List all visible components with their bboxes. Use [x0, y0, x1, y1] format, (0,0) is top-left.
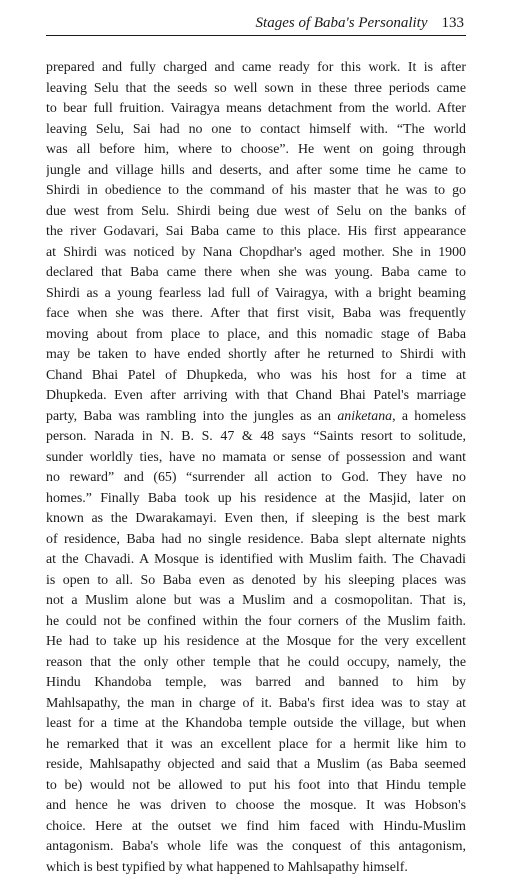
page-number: 133 [442, 14, 465, 32]
text-line: face when she was there. After that first visit, Baba was frequently [46, 304, 466, 325]
text-line: antagonism. Baba's whole life was the conquest of this antagonism, [46, 837, 466, 858]
text-line: not a Muslim alone but was a Muslim and a cosmopolitan. That is, [46, 591, 466, 612]
text-line: the river Godavari, Sai Baba came to this place. His first appearance [46, 222, 466, 243]
text-line: and hence he was driven to choose the mosque. It was Hobson's [46, 796, 466, 817]
text-line: is open to all. So Baba even as denoted by his sleeping places was [46, 571, 466, 592]
text-line: sunder worldly ties, have no mamata or sense of possession and want [46, 448, 466, 469]
text-line: least for a time at the Khandoba temple outside the village, but when [46, 714, 466, 735]
text-line: was all before him, where to choose”. He went on going through [46, 140, 466, 161]
text-line: Mahlsapathy, the man in charge of it. Baba's first idea was to stay at [46, 694, 466, 715]
text-line: due west from Selu. Shirdi being due west of Selu on the banks of [46, 202, 466, 223]
text-line: prepared and fully charged and came ready for this work. It is after [46, 58, 466, 79]
text-line: he remarked that it was an excellent place for a hermit like him to [46, 735, 466, 756]
text-line: leaving Selu that the seeds so well sown in these three periods came [46, 79, 466, 100]
text-line: He had to take up his residence at the Mosque for the very excellent [46, 632, 466, 653]
text-line: Dhupkeda. Even after arriving with that Chand Bhai Patel's marriage [46, 386, 466, 407]
text-line: known as the Dwarakamayi. Even then, if sleeping is the best mark [46, 509, 466, 530]
text-line: may be taken to have ended shortly after he returned to Shirdi with [46, 345, 466, 366]
text-line: to be) would not be allowed to put his foot into that Hindu temple [46, 776, 466, 797]
text-line: reside, Mahlsapathy objected and said that a Muslim (as Baba seemed [46, 755, 466, 776]
text-line: homes.” Finally Baba took up his residence at the Masjid, later on [46, 489, 466, 510]
text-line: Hindu Khandoba temple, was barred and banned to him by [46, 673, 466, 694]
text-line: which is best typified by what happened to Mahlsapathy himself. [46, 858, 466, 878]
text-line: at the Chavadi. A Mosque is identified with Muslim faith. The Chavadi [46, 550, 466, 571]
book-page [46, 14, 466, 878]
running-title: Stages of Baba's Personality [256, 14, 428, 32]
text-line: to bear full fruition. Vairagya means detachment from the world. After [46, 99, 466, 120]
text-line: party, Baba was rambling into the jungles as an aniketana, a homeless [46, 407, 466, 428]
text-line: leaving Selu, Sai had no one to contact himself with. “The world [46, 120, 466, 141]
body-text [46, 58, 466, 878]
text-line: no reward” and (65) “surrender all action to God. They have no [46, 468, 466, 489]
text-line: at Shirdi was noticed by Nana Chopdhar's aged mother. She in 1900 [46, 243, 466, 264]
running-header [46, 14, 466, 36]
text-line: Shirdi in obedience to the command of his master that he was to go [46, 181, 466, 202]
text-line: Chand Bhai Patel of Dhupkeda, who was his host for a time at [46, 366, 466, 387]
text-line: he could not be confined within the four corners of the Muslim faith. [46, 612, 466, 633]
text-line: jungle and village hills and deserts, and after some time he came to [46, 161, 466, 182]
text-line: choice. Here at the outset we find him faced with Hindu-Muslim [46, 817, 466, 838]
text-line: person. Narada in N. B. S. 47 & 48 says “Saints resort to solitude, [46, 427, 466, 448]
text-line: Shirdi as a young fearless lad full of Vairagya, with a bright beaming [46, 284, 466, 305]
italic-term: aniketana [337, 409, 392, 424]
text-line: moving about from place to place, and this nomadic stage of Baba [46, 325, 466, 346]
text-line: declared that Baba came there when she was young. Baba came to [46, 263, 466, 284]
text-line: of residence, Baba had no single residence. Baba slept alternate nights [46, 530, 466, 551]
text-line: reason that the only other temple that he could occupy, namely, the [46, 653, 466, 674]
